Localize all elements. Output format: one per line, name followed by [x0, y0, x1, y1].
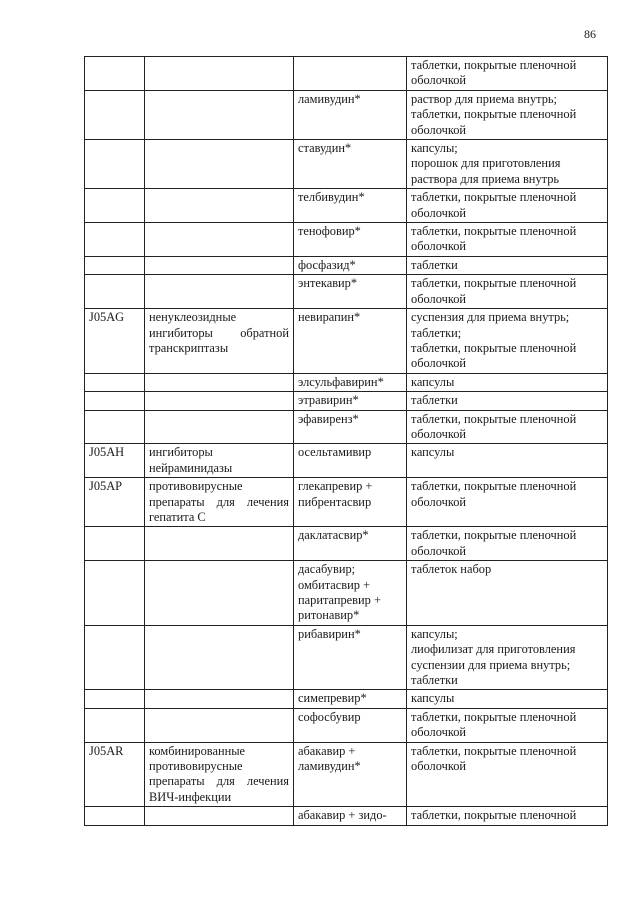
dosage-form-cell: [407, 690, 608, 708]
table-row: [85, 444, 608, 478]
pharmacological-group-cell: [145, 561, 294, 626]
dosage-form-line: оболочкой: [411, 239, 467, 254]
dosage-form-line: таблетки, покрытые пленочной: [411, 224, 577, 239]
atc-code-cell: [85, 189, 145, 223]
dosage-form-cell: [407, 708, 608, 742]
dosage-form-line: таблетки, покрытые пленочной: [411, 58, 577, 72]
drug-name-cell: софосбувир: [294, 708, 407, 742]
drug-name-cell: дасабувир; омбитасвир + паритапревир + ритонавир*: [294, 561, 407, 626]
dosage-form-line: оболочкой: [411, 426, 467, 441]
pharmacological-group-cell: [145, 807, 294, 825]
dosage-form-line: таблетки, покрытые пленочной: [411, 709, 577, 724]
drug-name-cell: абакавир + ламивудин*: [294, 742, 407, 807]
pharmacological-group-cell: противовирусные препараты для лечения гепатита С: [145, 478, 294, 527]
table-row: [85, 625, 608, 690]
dosage-form-line: раствора для приема внутрь: [411, 171, 560, 186]
table-row: [85, 223, 608, 257]
dosage-form-line: таблетки, покрытые пленочной: [411, 808, 577, 823]
drug-name-cell: энтекавир*: [294, 275, 407, 309]
dosage-form-line: раствор для приема внутрь;: [411, 91, 557, 106]
pharmacological-group-cell: ингибиторы нейраминидазы: [145, 444, 294, 478]
dosage-form-line: таблетки: [411, 673, 458, 688]
drug-name-cell: эфавиренз*: [294, 410, 407, 444]
atc-code-cell: J05AH: [85, 444, 145, 478]
dosage-form-line: оболочкой: [411, 122, 467, 137]
drug-name-cell: осельтамивир: [294, 444, 407, 478]
dosage-form-line: суспензия для приема внутрь;: [411, 310, 570, 325]
dosage-form-line: таблетки: [411, 257, 458, 272]
atc-code-cell: [85, 223, 145, 257]
atc-code-cell: [85, 708, 145, 742]
drug-name-cell: рибавирин*: [294, 625, 407, 690]
table-row: [85, 690, 608, 708]
pharmacological-group-cell: [145, 625, 294, 690]
pharmacological-group-cell: [145, 256, 294, 274]
pharmacological-group-cell: комбинированные противовирусные препараты для лечения ВИЧ-инфекции: [145, 742, 294, 807]
table-row: [85, 256, 608, 274]
atc-code-cell: [85, 561, 145, 626]
dosage-form-line: таблетки, покрытые пленочной: [411, 743, 577, 758]
dosage-form-line: таблетки: [411, 393, 458, 408]
dosage-form-cell: [407, 392, 608, 410]
dosage-form-cell: [407, 625, 608, 690]
dosage-form-line: таблеток набор: [411, 562, 492, 577]
atc-code-cell: J05AP: [85, 478, 145, 527]
dosage-form-line: капсулы;: [411, 626, 458, 641]
table-row: [85, 708, 608, 742]
dosage-form-cell: [407, 223, 608, 257]
pharmacological-group-cell: ненуклеозидные ингибиторы обратной транскриптазы: [145, 309, 294, 374]
drug-name-cell: невирапин*: [294, 309, 407, 374]
dosage-form-cell: [407, 256, 608, 274]
dosage-form-line: оболочкой: [411, 494, 467, 509]
dosage-form-cell: [407, 275, 608, 309]
dosage-form-cell: [407, 140, 608, 189]
table-row: [85, 90, 608, 139]
drug-table: [84, 56, 608, 826]
dosage-form-line: таблетки, покрытые пленочной: [411, 107, 577, 122]
pharmacological-group-cell: [145, 392, 294, 410]
atc-code-cell: J05AR: [85, 742, 145, 807]
dosage-form-line: таблетки, покрытые пленочной: [411, 340, 577, 355]
atc-code-cell: [85, 57, 145, 91]
table-row: [85, 275, 608, 309]
drug-name-cell: глекапревир + пибрентасвир: [294, 478, 407, 527]
dosage-form-line: оболочкой: [411, 725, 467, 740]
dosage-form-line: порошок для приготовления: [411, 156, 561, 171]
pharmacological-group-cell: [145, 708, 294, 742]
atc-code-cell: J05AG: [85, 309, 145, 374]
atc-code-cell: [85, 625, 145, 690]
pharmacological-group-cell: [145, 223, 294, 257]
drug-name-cell: [294, 57, 407, 91]
dosage-form-line: таблетки, покрытые пленочной: [411, 479, 577, 494]
dosage-form-line: капсулы: [411, 445, 455, 460]
dosage-form-line: оболочкой: [411, 759, 467, 774]
table-row: [85, 742, 608, 807]
dosage-form-cell: [407, 189, 608, 223]
dosage-form-line: таблетки, покрытые пленочной: [411, 276, 577, 291]
pharmacological-group-cell: [145, 410, 294, 444]
dosage-form-cell: [407, 444, 608, 478]
dosage-form-line: таблетки, покрытые пленочной: [411, 411, 577, 426]
table-row: [85, 57, 608, 91]
atc-code-cell: [85, 392, 145, 410]
atc-code-cell: [85, 90, 145, 139]
dosage-form-line: оболочкой: [411, 543, 467, 558]
dosage-form-cell: [407, 373, 608, 391]
dosage-form-cell: [407, 807, 608, 825]
pharmacological-group-cell: [145, 90, 294, 139]
drug-name-cell: ламивудин*: [294, 90, 407, 139]
atc-code-cell: [85, 256, 145, 274]
drug-name-cell: ставудин*: [294, 140, 407, 189]
dosage-form-line: таблетки, покрытые пленочной: [411, 190, 577, 205]
page-number: 86: [584, 27, 596, 41]
pharmacological-group-cell: [145, 275, 294, 309]
table-row: [85, 309, 608, 374]
table-row: [85, 373, 608, 391]
dosage-form-line: капсулы: [411, 374, 455, 389]
dosage-form-line: оболочкой: [411, 356, 467, 371]
drug-name-cell: даклатасвир*: [294, 527, 407, 561]
table-body: [85, 57, 608, 826]
atc-code-cell: [85, 807, 145, 825]
dosage-form-line: лиофилизат для приготовления: [411, 642, 576, 657]
pharmacological-group-cell: [145, 140, 294, 189]
atc-code-cell: [85, 373, 145, 391]
pharmacological-group-cell: [145, 189, 294, 223]
drug-name-cell: элсульфавирин*: [294, 373, 407, 391]
dosage-form-cell: [407, 410, 608, 444]
dosage-form-cell: [407, 742, 608, 807]
atc-code-cell: [85, 410, 145, 444]
dosage-form-line: таблетки, покрытые пленочной: [411, 528, 577, 543]
table-row: [85, 527, 608, 561]
dosage-form-cell: [407, 478, 608, 527]
atc-code-cell: [85, 140, 145, 189]
dosage-form-cell: [407, 90, 608, 139]
table-row: [85, 478, 608, 527]
drug-name-cell: абакавир + зидо-: [294, 807, 407, 825]
dosage-form-line: оболочкой: [411, 291, 467, 306]
dosage-form-line: оболочкой: [411, 205, 467, 220]
table-row: [85, 561, 608, 626]
dosage-form-cell: [407, 57, 608, 91]
drug-name-cell: этравирин*: [294, 392, 407, 410]
pharmacological-group-cell: [145, 690, 294, 708]
table-row: [85, 140, 608, 189]
atc-code-cell: [85, 275, 145, 309]
pharmacological-group-cell: [145, 373, 294, 391]
dosage-form-cell: [407, 561, 608, 626]
dosage-form-line: оболочкой: [411, 73, 467, 88]
dosage-form-line: капсулы: [411, 691, 455, 706]
dosage-form-line: суспензии для приема внутрь;: [411, 657, 571, 672]
drug-name-cell: фосфазид*: [294, 256, 407, 274]
dosage-form-line: капсулы;: [411, 141, 458, 156]
dosage-form-cell: [407, 309, 608, 374]
table-row: [85, 392, 608, 410]
drug-name-cell: телбивудин*: [294, 189, 407, 223]
atc-code-cell: [85, 527, 145, 561]
pharmacological-group-cell: [145, 57, 294, 91]
table-row: [85, 807, 608, 825]
dosage-form-line: таблетки;: [411, 325, 462, 340]
table-row: [85, 410, 608, 444]
pharmacological-group-cell: [145, 527, 294, 561]
drug-name-cell: тенофовир*: [294, 223, 407, 257]
drug-name-cell: симепревир*: [294, 690, 407, 708]
dosage-form-cell: [407, 527, 608, 561]
table-row: [85, 189, 608, 223]
atc-code-cell: [85, 690, 145, 708]
